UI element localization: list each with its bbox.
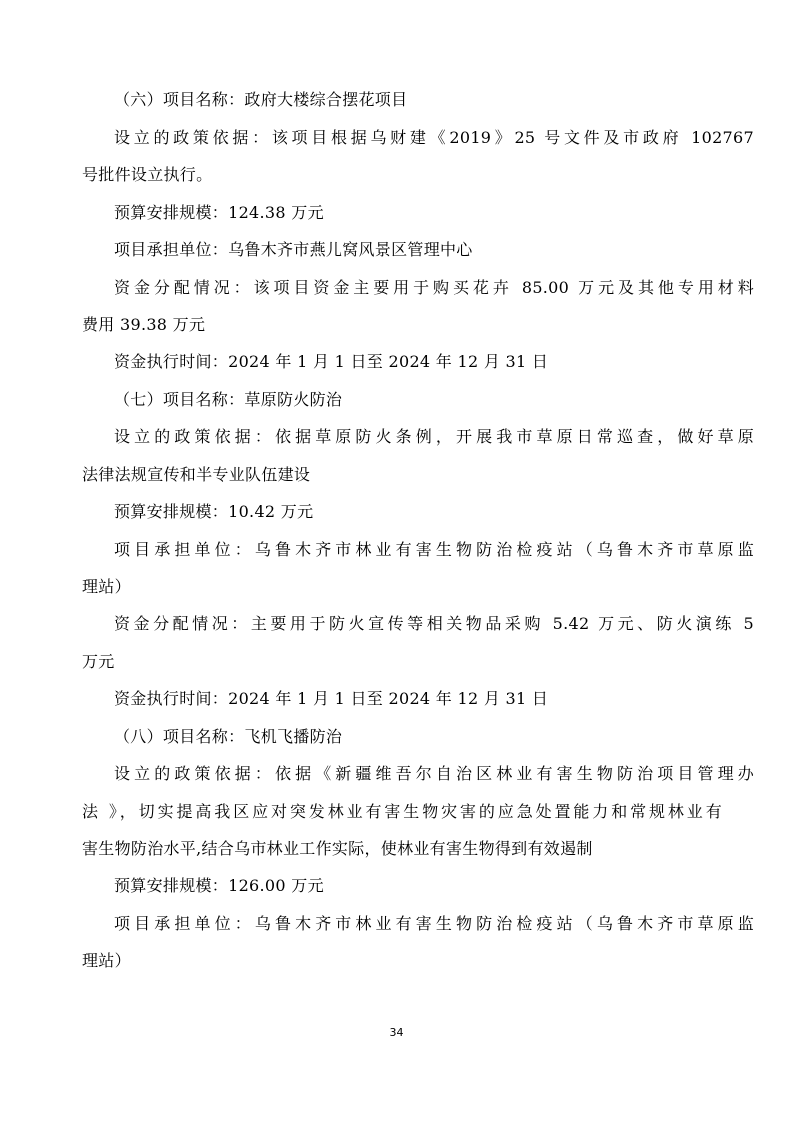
- section-8-responsible-unit: 项目承担单位：乌鲁木齐市林业有害生物防治检疫站（乌鲁木齐市草原监: [114, 914, 754, 933]
- section-7-budget-scale: 预算安排规模：10.42 万元: [114, 502, 314, 521]
- section-6-policy-basis-continued: 号批件设立执行。: [82, 165, 213, 184]
- section-7-title: （七）项目名称：草原防火防治: [114, 390, 343, 409]
- section-7-fund-allocation-continued: 万元: [82, 652, 115, 671]
- section-6-title: （六）项目名称：政府大楼综合摆花项目: [114, 90, 408, 109]
- section-7-policy-basis: 设立的政策依据：依据草原防火条例，开展我市草原日常巡查，做好草原: [114, 427, 754, 446]
- section-6-execution-period: 资金执行时间：2024 年 1 月 1 日至 2024 年 12 月 31 日: [114, 352, 549, 371]
- section-7-responsible-unit-continued: 理站）: [82, 577, 131, 596]
- page-number: 34: [389, 1026, 404, 1039]
- section-6-responsible-unit: 项目承担单位：乌鲁木齐市燕儿窝风景区管理中心: [114, 240, 473, 259]
- section-8-policy-basis-line-2: 法 》，切实提高我区应对突发林业有害生物灾害的应急处置能力和常规林业有: [82, 802, 722, 821]
- section-6-policy-basis: 设立的政策依据：该项目根据乌财建《2019》25 号文件及市政府 102767: [114, 128, 754, 147]
- section-6-budget-scale: 预算安排规模：124.38 万元: [114, 203, 324, 222]
- section-7-fund-allocation: 资金分配情况：主要用于防火宣传等相关物品采购 5.42 万元、防火演练 5: [114, 614, 754, 633]
- section-7-policy-basis-continued: 法律法规宣传和半专业队伍建设: [82, 465, 311, 484]
- section-8-policy-basis: 设立的政策依据：依据《新疆维吾尔自治区林业有害生物防治项目管理办: [114, 764, 754, 783]
- section-8-policy-basis-line-3: 害生物防治水平,结合乌市林业工作实际，使林业有害生物得到有效遏制: [82, 839, 593, 858]
- section-6-fund-allocation-continued: 费用 39.38 万元: [82, 315, 206, 334]
- section-8-responsible-unit-continued: 理站）: [82, 951, 131, 970]
- section-8-title: （八）项目名称：飞机飞播防治: [114, 727, 343, 746]
- section-6-fund-allocation: 资金分配情况：该项目资金主要用于购买花卉 85.00 万元及其他专用材料: [114, 278, 754, 297]
- section-7-execution-period: 资金执行时间：2024 年 1 月 1 日至 2024 年 12 月 31 日: [114, 689, 549, 708]
- section-8-budget-scale: 预算安排规模：126.00 万元: [114, 876, 324, 895]
- section-7-responsible-unit: 项目承担单位：乌鲁木齐市林业有害生物防治检疫站（乌鲁木齐市草原监: [114, 540, 754, 559]
